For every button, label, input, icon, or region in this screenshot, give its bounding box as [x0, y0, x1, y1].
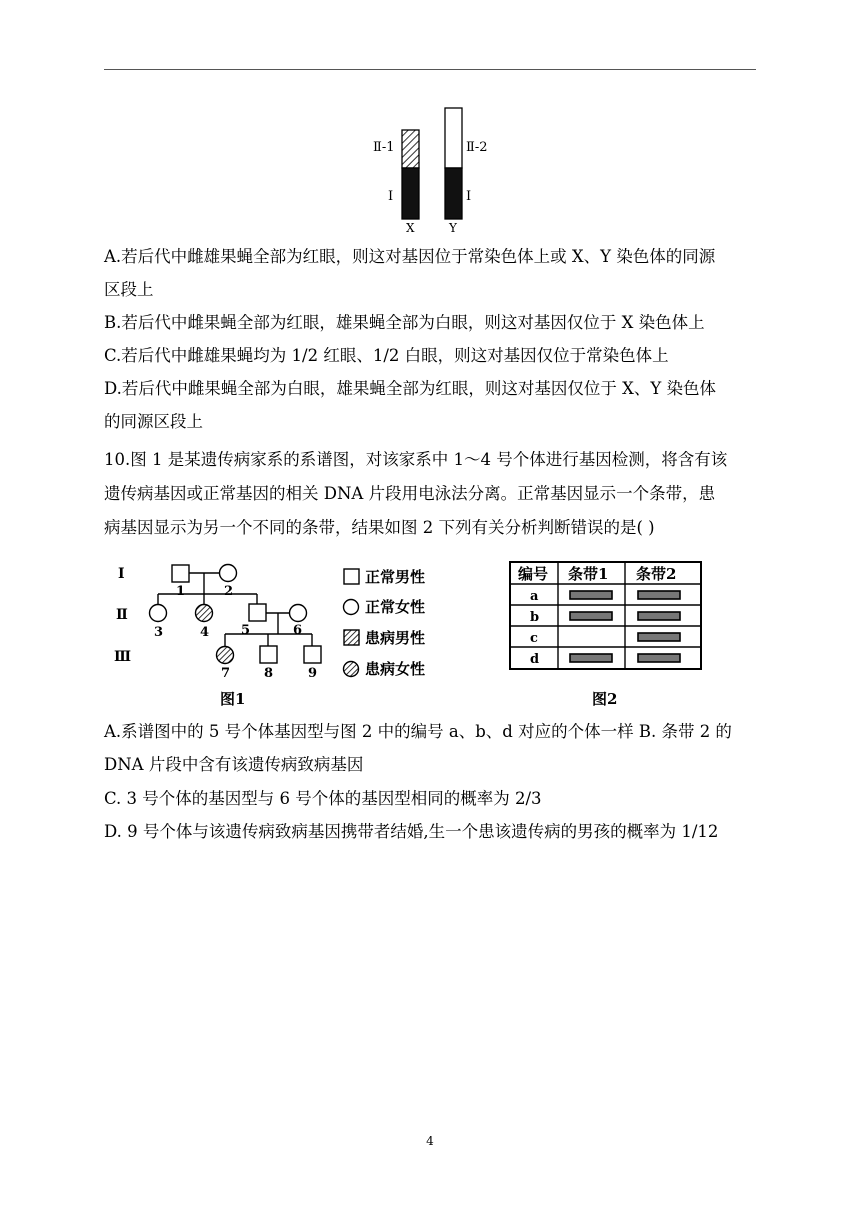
q9-option-a-line2: 区段上 — [104, 280, 154, 299]
legend-affected-female-symbol — [344, 662, 359, 677]
band-b-band2 — [638, 612, 680, 620]
legend-normal-female-label: 正常女性 — [365, 598, 426, 616]
individual-3-number: 3 — [154, 625, 164, 640]
individual-5-male — [249, 604, 266, 621]
individual-6-number: 6 — [293, 623, 303, 638]
band-d-band2 — [638, 654, 680, 662]
electrophoresis-table — [508, 560, 708, 710]
individual-8-male — [260, 646, 277, 663]
q10-stem-line3: 病基因显示为另一个不同的条带，结果如图 2 下列有关分析判断错误的是( ) — [104, 518, 655, 537]
y-chromosome-segment-II-2 — [445, 108, 462, 168]
individual-7-number: 7 — [221, 666, 231, 681]
row-id-d: d — [530, 652, 540, 667]
q10-stem-line1: 10.图 1 是某遗传病家系的系谱图，对该家系中 1～4 号个体进行基因检测，将含有该 — [104, 450, 728, 469]
row-id-a: a — [530, 589, 539, 604]
individual-3-female — [150, 605, 167, 622]
label-II-1: Ⅱ-1 — [373, 140, 395, 155]
band-a-band2 — [638, 591, 680, 599]
individual-7-affected-female — [217, 647, 234, 664]
x-chromosome-segment-II-1 — [402, 130, 419, 168]
individual-1-number: 1 — [176, 584, 186, 599]
q9-option-d-line2: 的同源区段上 — [104, 412, 203, 431]
figure1-caption: 图1 — [220, 690, 246, 708]
header-rule — [104, 69, 756, 70]
individual-2-female — [220, 565, 237, 582]
y-chromosome-segment-I — [445, 168, 462, 219]
pedigree-figure — [108, 556, 448, 716]
q10-option-b-cont: DNA 片段中含有该遗传病致病基因 — [104, 755, 364, 774]
q10-option-d: D. 9 号个体与该遗传病致病基因携带者结婚,生一个患该遗传病的男孩的概率为 1/12 — [104, 822, 719, 841]
individual-4-affected-female — [196, 605, 213, 622]
row-id-b: b — [530, 610, 540, 625]
chromosome-figure — [360, 100, 500, 236]
individual-1-male — [172, 565, 189, 582]
individual-9-number: 9 — [308, 666, 318, 681]
band-c-band2 — [638, 633, 680, 641]
generation-II-label: Ⅱ — [116, 607, 128, 623]
individual-9-male — [304, 646, 321, 663]
legend-affected-female-label: 患病女性 — [365, 660, 426, 678]
header-band1: 条带1 — [568, 565, 609, 583]
q9-option-d-line1: D.若后代中雌果蝇全部为白眼，雄果蝇全部为红眼，则这对基因仅位于 X、Y 染色体 — [104, 379, 717, 398]
band-d-band1 — [570, 654, 612, 662]
header-id: 编号 — [518, 565, 549, 583]
label-y: Y — [449, 221, 457, 235]
page-number: 4 — [426, 1134, 434, 1148]
row-id-c: c — [530, 631, 538, 646]
header-band2: 条带2 — [636, 565, 677, 583]
generation-III-label: Ⅲ — [114, 649, 132, 665]
band-b-band1 — [570, 612, 612, 620]
q9-option-a-line1: A.若后代中雌雄果蝇全部为红眼，则这对基因位于常染色体上或 X、Y 染色体的同源 — [104, 247, 716, 266]
legend-normal-male-symbol — [344, 569, 359, 584]
figure2-caption: 图2 — [592, 690, 618, 708]
legend-normal-female-symbol — [344, 600, 359, 615]
label-II-2: Ⅱ-2 — [466, 140, 488, 155]
individual-5-number: 5 — [241, 623, 251, 638]
q10-option-c: C. 3 号个体的基因型与 6 号个体的基因型相同的概率为 2/3 — [104, 789, 542, 808]
individual-6-female — [290, 605, 307, 622]
generation-I-label: Ⅰ — [118, 566, 125, 582]
legend-affected-male-label: 患病男性 — [365, 629, 426, 647]
individual-2-number: 2 — [224, 584, 234, 599]
label-I-right: Ⅰ — [466, 189, 472, 204]
individual-4-number: 4 — [200, 625, 210, 640]
legend-normal-male-label: 正常男性 — [365, 568, 426, 586]
legend-affected-male-symbol — [344, 630, 359, 645]
individual-8-number: 8 — [264, 666, 274, 681]
label-I-left: Ⅰ — [388, 189, 394, 204]
q9-option-c: C.若后代中雌雄果蝇均为 1/2 红眼、1/2 白眼，则这对基因仅位于常染色体上 — [104, 346, 669, 365]
x-chromosome-segment-I — [402, 168, 419, 219]
q10-stem-line2: 遗传病基因或正常基因的相关 DNA 片段用电泳法分离。正常基因显示一个条带，患 — [104, 484, 716, 503]
q10-option-a-b: A.系谱图中的 5 号个体基因型与图 2 中的编号 a、b、d 对应的个体一样 B. 条带 2 的 — [104, 722, 732, 741]
label-x: X — [406, 221, 415, 235]
q9-option-b: B.若后代中雌果蝇全部为红眼，雄果蝇全部为白眼，则这对基因仅位于 X 染色体上 — [104, 313, 705, 332]
band-a-band1 — [570, 591, 612, 599]
